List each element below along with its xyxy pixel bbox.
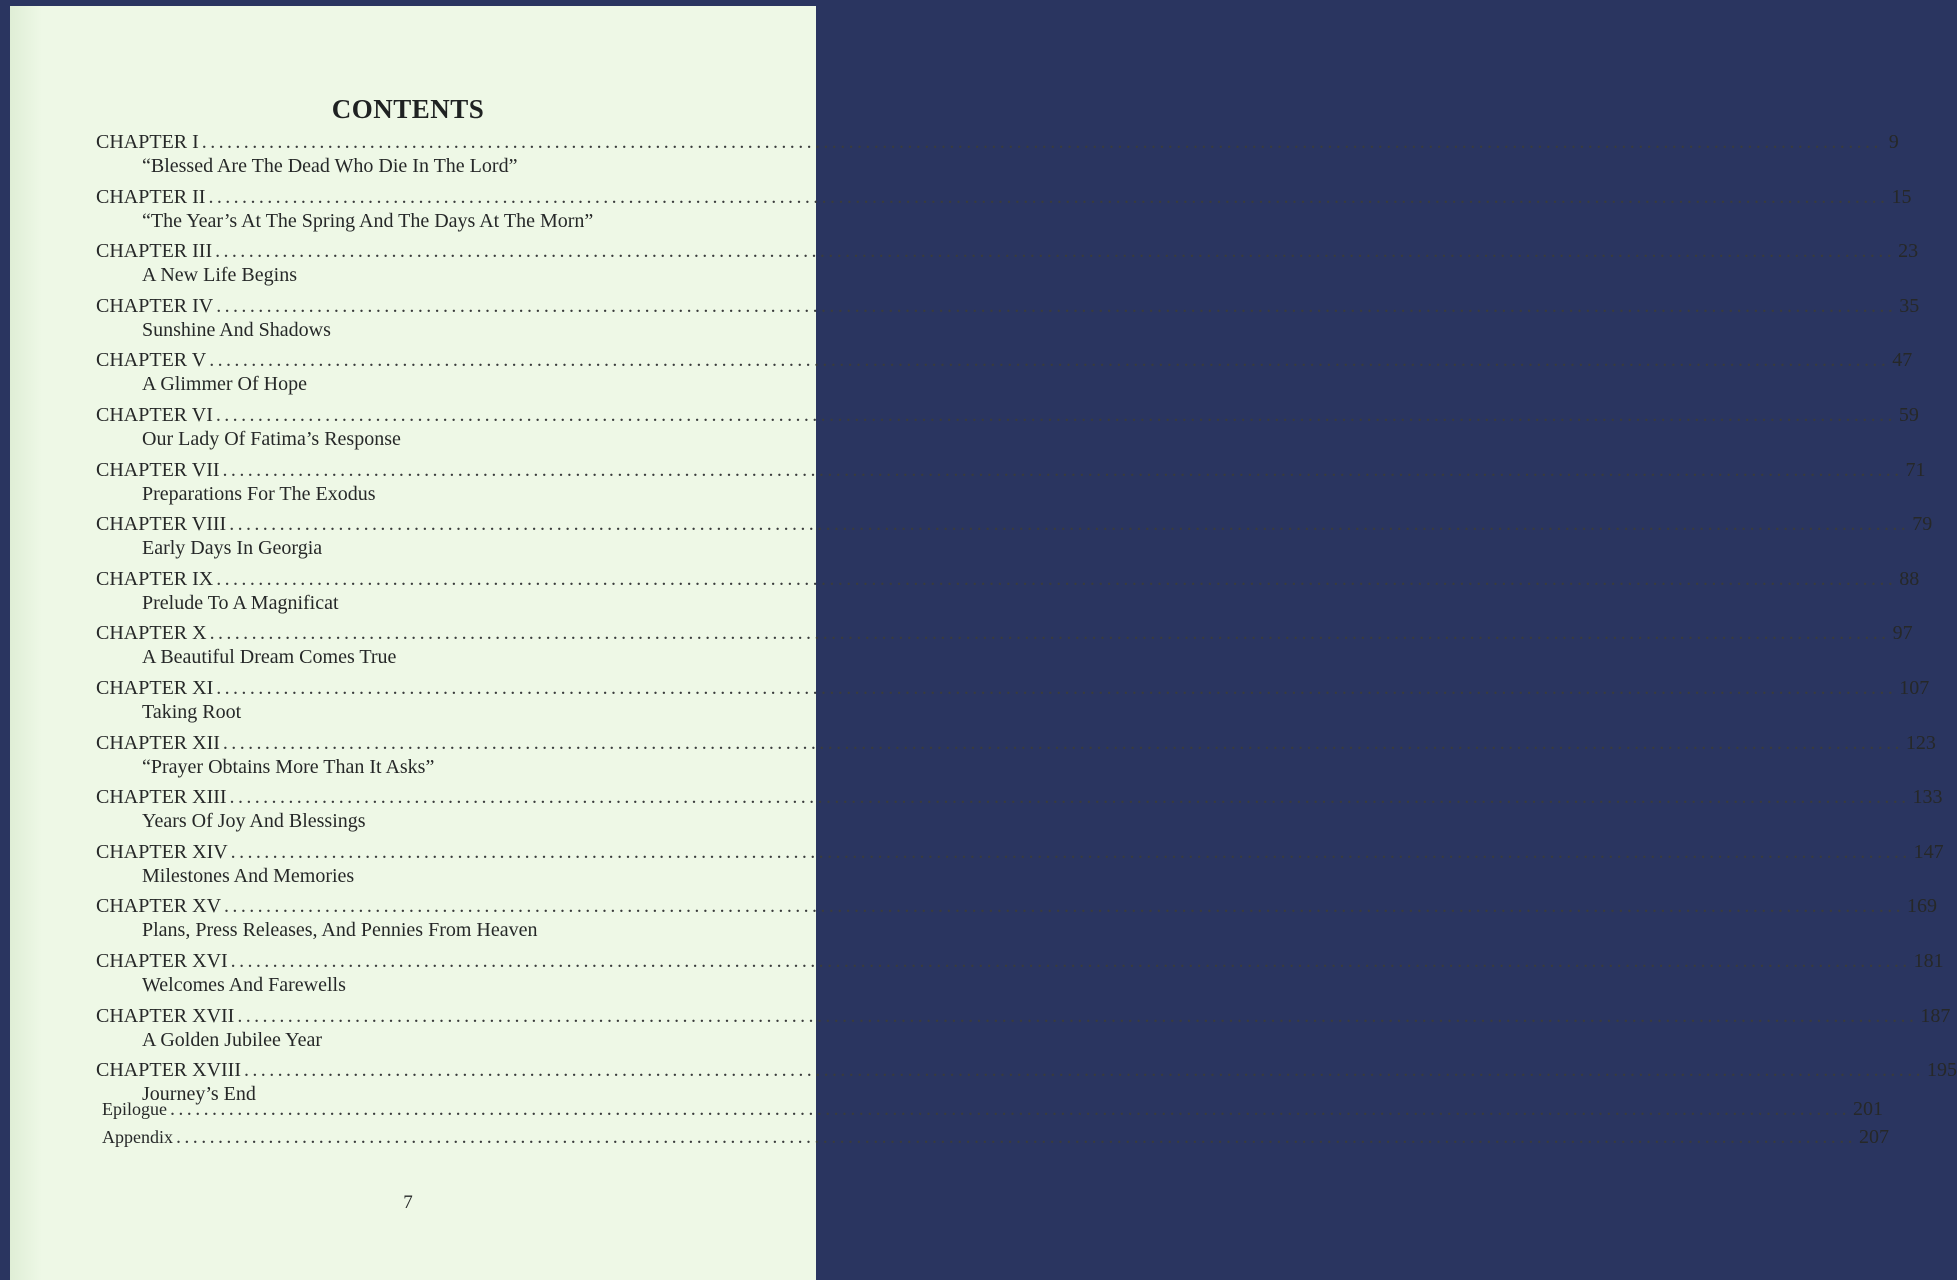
chapter-title: Journey’s End — [142, 1083, 256, 1106]
chapter-label: Epilogue — [102, 1099, 167, 1119]
toc-entry — [96, 512, 1933, 560]
toc-entry-line — [96, 949, 1944, 973]
chapter-label: CHAPTER XI — [96, 677, 214, 699]
toc-entry — [96, 348, 1913, 396]
chapter-title: “The Year’s At The Spring And The Days At The Morn” — [142, 209, 594, 232]
chapter-label: CHAPTER II — [96, 185, 206, 208]
toc-entry-line — [96, 512, 1933, 536]
dot-leader: ........................................................................................................................................................................................................ — [176, 1126, 1856, 1148]
dot-leader: ........................................................................................................................................................................................................ — [215, 404, 1896, 426]
dot-leader: ........................................................................................................................................................................................................ — [170, 1098, 1850, 1120]
dot-leader: ........................................................................................................................................................................................................ — [244, 1059, 1924, 1082]
chapter-page-number: 195 — [1927, 1059, 1957, 1082]
chapter-title: Prelude To A Magnificat — [142, 591, 339, 614]
chapter-title: Our Lady Of Fatima’s Response — [142, 428, 401, 450]
dot-leader: ........................................................................................................................................................................................................ — [229, 786, 1910, 809]
chapter-label: CHAPTER VII — [96, 458, 220, 481]
toc-entry — [96, 894, 1938, 942]
toc-entry — [96, 676, 1930, 724]
chapter-page-number: 79 — [1912, 513, 1933, 536]
chapter-label: CHAPTER V — [96, 349, 207, 372]
toc-entry — [96, 185, 1912, 233]
chapter-label: CHAPTER XIII — [96, 786, 227, 809]
toc-entry-line — [96, 1058, 1957, 1082]
dot-leader: ........................................................................................................................................................................................................ — [209, 622, 1890, 645]
toc-entry-line — [96, 621, 1913, 645]
dot-leader: ........................................................................................................................................................................................................ — [224, 895, 1905, 918]
chapter-label: CHAPTER XII — [96, 731, 220, 754]
toc-entry — [96, 1004, 1951, 1052]
chapter-label: CHAPTER XVI — [96, 950, 228, 972]
chapter-title: A Glimmer Of Hope — [142, 373, 307, 396]
chapter-title: A Golden Jubilee Year — [142, 1028, 322, 1051]
chapter-title: Milestones And Memories — [142, 864, 355, 887]
dot-leader: ........................................................................................................................................................................................................ — [201, 131, 1882, 153]
chapter-page-number: 59 — [1898, 404, 1919, 426]
toc-entry — [96, 949, 1944, 997]
chapter-label: CHAPTER VIII — [96, 513, 227, 536]
toc-entry-line — [96, 676, 1930, 700]
chapter-page-number: 107 — [1899, 677, 1930, 699]
chapter-page-number: 35 — [1899, 294, 1920, 317]
chapter-page-number: 123 — [1905, 731, 1936, 754]
chapter-page-number: 207 — [1859, 1126, 1889, 1148]
page-number: 7 — [403, 1192, 413, 1213]
toc-entry-line — [96, 403, 1919, 427]
toc-entry — [96, 458, 1926, 506]
chapter-title: “Blessed Are The Dead Who Die In The Lord” — [142, 155, 518, 177]
chapter-page-number: 15 — [1891, 185, 1912, 208]
toc-entry — [96, 239, 1919, 287]
chapter-title: A New Life Begins — [142, 264, 297, 287]
chapter-page-number: 23 — [1898, 240, 1919, 263]
dot-leader: ........................................................................................................................................................................................................ — [216, 567, 1897, 590]
dot-leader: ........................................................................................................................................................................................................ — [216, 677, 1897, 699]
chapter-title: Plans, Press Releases, And Pennies From Heaven — [142, 919, 538, 942]
toc-entry-line — [96, 458, 1926, 482]
toc-entry — [96, 403, 1919, 451]
chapter-title: A Beautiful Dream Comes True — [142, 646, 397, 669]
dot-leader: ........................................................................................................................................................................................................ — [222, 458, 1903, 481]
chapter-title: Sunshine And Shadows — [142, 318, 331, 341]
chapter-label: CHAPTER IX — [96, 567, 214, 590]
chapter-label: CHAPTER VI — [96, 404, 213, 426]
toc-entry-line — [96, 567, 1920, 591]
chapter-label: CHAPTER XV — [96, 895, 222, 918]
dot-leader: ........................................................................................................................................................................................................ — [216, 294, 1897, 317]
toc-entry-line — [96, 785, 1943, 809]
toc-entry — [96, 621, 1913, 669]
chapter-title: Taking Root — [142, 701, 242, 723]
dot-leader: ........................................................................................................................................................................................................ — [237, 1004, 1918, 1027]
chapter-page-number: 88 — [1899, 567, 1920, 590]
toc-entry — [102, 1097, 1883, 1121]
chapter-page-number: 97 — [1892, 622, 1913, 645]
chapter-label: CHAPTER III — [96, 240, 213, 263]
toc-entry — [96, 785, 1943, 833]
chapter-title: Years Of Joy And Blessings — [142, 810, 366, 833]
dot-leader: ........................................................................................................................................................................................................ — [209, 349, 1890, 372]
toc-entry — [102, 1125, 1889, 1149]
toc-entry — [96, 840, 1944, 888]
toc-entry-line — [96, 731, 1936, 755]
toc-entry-line — [102, 1125, 1889, 1149]
chapter-label: CHAPTER XVII — [96, 1004, 235, 1027]
dot-leader: ........................................................................................................................................................................................................ — [215, 240, 1896, 263]
chapter-title: Welcomes And Farewells — [142, 974, 346, 996]
chapter-page-number: 71 — [1905, 458, 1926, 481]
toc-entry — [96, 294, 1920, 342]
toc-entry-line — [96, 840, 1944, 864]
toc-entry — [96, 130, 1899, 178]
chapter-label: CHAPTER XIV — [96, 840, 228, 863]
chapter-label: CHAPTER I — [96, 131, 199, 153]
toc-entry-line — [96, 130, 1899, 154]
toc-entry-line — [96, 294, 1920, 318]
toc-entry-line — [96, 185, 1912, 209]
chapter-page-number: 201 — [1853, 1098, 1883, 1120]
toc-entry-line — [96, 1004, 1951, 1028]
chapter-page-number: 133 — [1912, 786, 1943, 809]
chapter-page-number: 169 — [1907, 895, 1938, 918]
dot-leader: ........................................................................................................................................................................................................ — [230, 950, 1911, 972]
chapter-page-number: 181 — [1913, 950, 1944, 972]
toc-entry — [96, 567, 1920, 615]
toc-entry-line — [96, 894, 1938, 918]
chapter-title: “Prayer Obtains More Than It Asks” — [142, 755, 435, 778]
chapter-label: CHAPTER IV — [96, 294, 214, 317]
contents-heading: CONTENTS — [331, 94, 485, 124]
chapter-page-number: 47 — [1892, 349, 1913, 372]
chapter-page-number: 147 — [1913, 840, 1944, 863]
toc-entry — [96, 731, 1936, 779]
chapter-title: Preparations For The Exodus — [142, 482, 376, 505]
toc-entry-line — [96, 239, 1919, 263]
dot-leader: ........................................................................................................................................................................................................ — [208, 185, 1889, 208]
toc-entry-line — [102, 1097, 1883, 1121]
toc-entry-line — [96, 348, 1913, 372]
chapter-page-number: 9 — [1888, 131, 1899, 153]
dot-leader: ........................................................................................................................................................................................................ — [222, 731, 1903, 754]
chapter-label: CHAPTER X — [96, 622, 207, 645]
chapter-title: Early Days In Georgia — [142, 537, 323, 560]
dot-leader: ........................................................................................................................................................................................................ — [229, 513, 1910, 536]
chapter-page-number: 187 — [1920, 1004, 1951, 1027]
chapter-label: CHAPTER XVIII — [96, 1059, 241, 1082]
dot-leader: ........................................................................................................................................................................................................ — [230, 840, 1911, 863]
chapter-label: Appendix — [102, 1127, 173, 1147]
